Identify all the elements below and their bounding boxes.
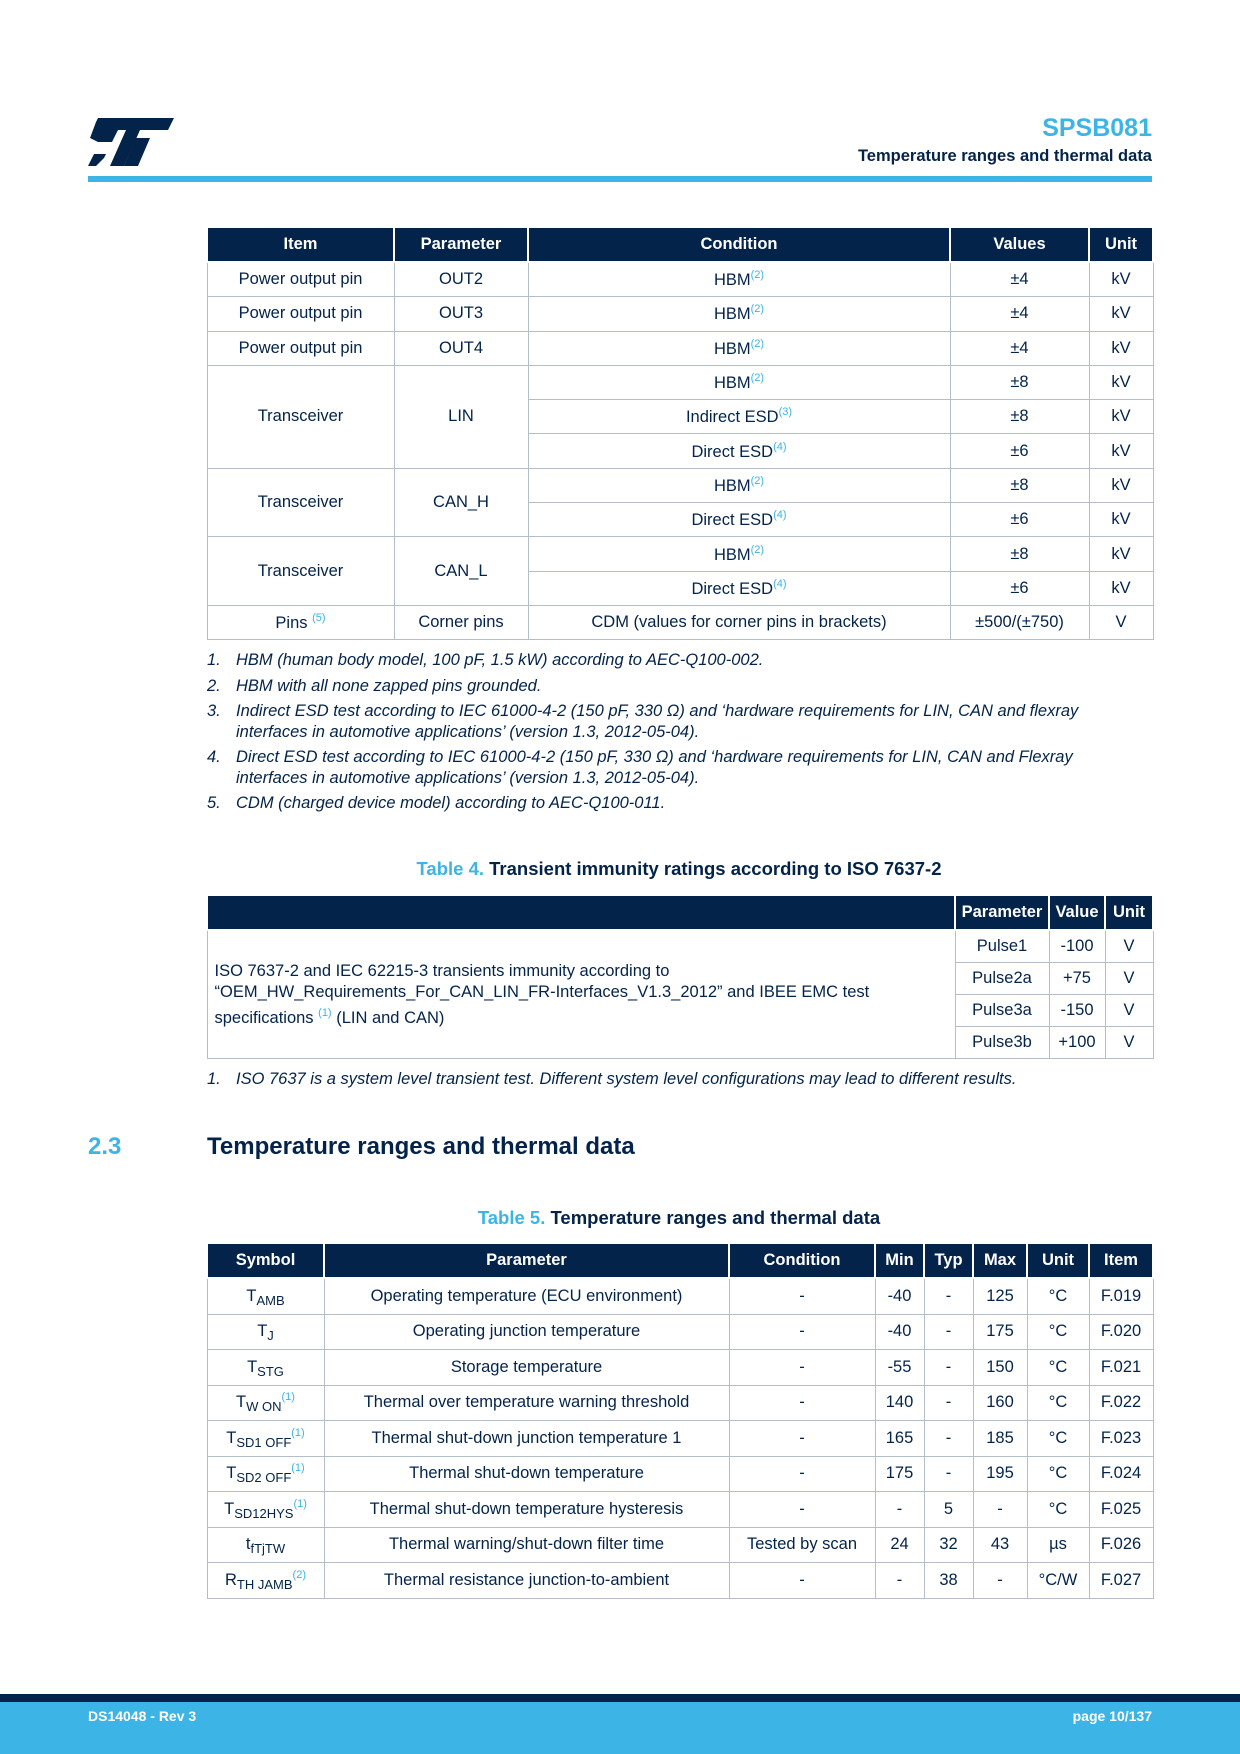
note-ref[interactable]: (2) — [750, 543, 765, 556]
symbol-letter: T — [226, 1464, 237, 1483]
item-cell: F.024 — [1089, 1456, 1153, 1492]
st-logo-icon — [88, 118, 174, 166]
symbol-subscript: W ON — [246, 1399, 282, 1415]
unit-cell: kV — [1089, 468, 1153, 502]
value-cell: +100 — [1049, 1027, 1105, 1059]
max-cell: 160 — [973, 1385, 1027, 1421]
column-header: Condition — [729, 1243, 875, 1278]
footnote-text: Direct ESD test according to IEC 61000-4-2 (150 pF, 330 Ω) and ‘hardware requirements for LIN, CAN and Flexray interfaces in automotive applications’ (version 1.3, 2012-05-04). — [236, 748, 1073, 787]
condition-cell — [528, 503, 950, 537]
parameter-cell: OUT3 — [394, 297, 528, 331]
item-cell: F.022 — [1089, 1385, 1153, 1421]
table-title: Transient immunity ratings according to ISO 7637-2 — [489, 858, 942, 879]
parameter-cell: Operating junction temperature — [324, 1314, 729, 1350]
note-ref[interactable]: (5) — [312, 612, 326, 625]
unit-cell: V — [1105, 963, 1153, 995]
footnote — [207, 1069, 1153, 1090]
unit-cell: kV — [1089, 262, 1153, 297]
symbol-letter: T — [247, 1357, 258, 1376]
column-header: Unit — [1105, 895, 1153, 930]
value-cell: ±4 — [950, 262, 1089, 297]
symbol-subscript: STG — [257, 1363, 284, 1379]
condition-cell: Tested by scan — [729, 1527, 875, 1563]
symbol-subscript: SD2 OFF — [236, 1470, 292, 1486]
note-ref[interactable]: (1) — [291, 1462, 305, 1475]
transient-immunity-table — [206, 894, 1154, 1059]
symbol-cell — [207, 1527, 324, 1563]
symbol-cell — [207, 1456, 324, 1492]
parameter-cell: Thermal warning/shut-down filter time — [324, 1527, 729, 1563]
value-cell: -150 — [1049, 995, 1105, 1027]
footnote-number: 2. — [207, 676, 221, 695]
parameter-cell: Thermal shut-down junction temperature 1 — [324, 1421, 729, 1457]
column-header: Condition — [528, 227, 950, 262]
value-cell: ±500/(±750) — [950, 605, 1089, 639]
footnote-number: 1. — [207, 651, 221, 669]
column-header: Symbol — [207, 1243, 324, 1278]
column-header: Value — [1049, 895, 1105, 930]
condition-cell: - — [729, 1421, 875, 1457]
condition-text: HBM — [713, 339, 751, 358]
note-ref[interactable]: (2) — [292, 1568, 306, 1581]
parameter-cell: Thermal over temperature warning threshold — [324, 1385, 729, 1421]
min-cell: 24 — [875, 1527, 924, 1563]
table-row — [207, 605, 1153, 639]
note-ref[interactable]: (1) — [291, 1426, 305, 1439]
note-ref[interactable]: (1) — [281, 1391, 295, 1404]
condition-text: HBM — [713, 545, 751, 564]
footnote — [207, 793, 1107, 814]
condition-cell — [528, 331, 950, 365]
note-ref[interactable]: (2) — [750, 474, 765, 487]
footer-page-number: page 10/137 — [1072, 1708, 1152, 1724]
unit-cell: V — [1089, 605, 1153, 639]
min-cell: - — [875, 1563, 924, 1599]
unit-cell: kV — [1089, 297, 1153, 331]
min-cell: -40 — [875, 1278, 924, 1314]
unit-cell: °C/W — [1027, 1563, 1089, 1599]
note-ref[interactable]: (4) — [773, 509, 787, 522]
condition-cell — [528, 365, 950, 399]
table-row — [207, 468, 1153, 502]
condition-text: Direct ESD — [691, 442, 774, 461]
value-cell: ±6 — [950, 503, 1089, 537]
condition-cell: - — [729, 1492, 875, 1528]
unit-cell: V — [1105, 1027, 1153, 1059]
typ-cell: - — [924, 1278, 973, 1314]
table-row — [207, 930, 1153, 963]
symbol-subscript: AMB — [256, 1292, 285, 1308]
parameter-cell: Thermal resistance junction-to-ambient — [324, 1563, 729, 1599]
symbol-subscript: SD1 OFF — [236, 1434, 292, 1450]
condition-text: HBM — [713, 305, 751, 324]
symbol-cell — [207, 1278, 324, 1314]
parameter-cell: Thermal shut-down temperature hysteresis — [324, 1492, 729, 1528]
esd-ratings-table — [206, 226, 1154, 640]
table-row — [207, 1350, 1153, 1386]
footer-document-id: DS14048 - Rev 3 — [88, 1708, 197, 1724]
item-cell: Power output pin — [207, 262, 394, 297]
column-header: Item — [207, 227, 394, 262]
value-cell: ±8 — [950, 468, 1089, 502]
parameter-cell: Pulse3a — [955, 995, 1049, 1027]
typ-cell: - — [924, 1456, 973, 1492]
unit-cell: V — [1105, 995, 1153, 1027]
column-header: Max — [973, 1243, 1027, 1278]
unit-cell: °C — [1027, 1492, 1089, 1528]
condition-cell — [528, 537, 950, 571]
table-row — [207, 331, 1153, 365]
symbol-letter: t — [245, 1535, 251, 1554]
parameter-cell: Operating temperature (ECU environment) — [324, 1278, 729, 1314]
value-cell: ±8 — [950, 537, 1089, 571]
unit-cell: V — [1105, 930, 1153, 963]
unit-cell: kV — [1089, 571, 1153, 605]
symbol-cell — [207, 1385, 324, 1421]
item-cell: F.020 — [1089, 1314, 1153, 1350]
parameter-cell: Storage temperature — [324, 1350, 729, 1386]
table-row — [207, 1278, 1153, 1314]
condition-cell: - — [729, 1278, 875, 1314]
temperature-ranges-table — [206, 1242, 1154, 1599]
condition-cell — [528, 468, 950, 502]
table-4-caption — [206, 858, 1152, 880]
symbol-letter: T — [226, 1428, 237, 1447]
footnote-text: HBM with all none zapped pins grounded. — [236, 676, 542, 695]
typ-cell: - — [924, 1350, 973, 1386]
parameter-cell: Thermal shut-down temperature — [324, 1456, 729, 1492]
footnote — [207, 747, 1107, 788]
unit-cell: µs — [1027, 1527, 1089, 1563]
unit-cell: °C — [1027, 1385, 1089, 1421]
max-cell: 43 — [973, 1527, 1027, 1563]
condition-text: Direct ESD — [691, 511, 774, 530]
typ-cell: 5 — [924, 1492, 973, 1528]
item-cell: F.027 — [1089, 1563, 1153, 1599]
value-cell: +75 — [1049, 963, 1105, 995]
typ-cell: - — [924, 1385, 973, 1421]
unit-cell: kV — [1089, 537, 1153, 571]
condition-cell: CDM (values for corner pins in brackets) — [528, 605, 950, 639]
value-cell: ±6 — [950, 571, 1089, 605]
min-cell: 140 — [875, 1385, 924, 1421]
typ-cell: - — [924, 1421, 973, 1457]
condition-cell — [528, 571, 950, 605]
footnote-text: CDM (charged device model) according to AEC-Q100-011. — [236, 794, 666, 812]
header-section-title: Temperature ranges and thermal data — [857, 147, 1152, 165]
column-header: Min — [875, 1243, 924, 1278]
note-ref[interactable]: (3) — [778, 406, 793, 419]
value-cell: ±8 — [950, 400, 1089, 434]
footnote — [207, 676, 1107, 697]
footnote-text: ISO 7637 is a system level transient test. Different system level configurations may lead to different results. — [236, 1070, 1017, 1088]
footnote-number: 5. — [207, 794, 221, 812]
item-cell: F.025 — [1089, 1492, 1153, 1528]
condition-cell: - — [729, 1563, 875, 1599]
footnote-text: Indirect ESD test according to IEC 61000-4-2 (150 pF, 330 Ω) and ‘hardware requirements for LIN, CAN and flexray interfaces in automotive applications’ (version 1.3, 2012-05-04). — [236, 702, 1079, 741]
description-text: ISO 7637-2 and IEC 62215-3 transients immunity according to “OEM_HW_Requirements_For_CAN_LIN_FR-Interfaces_V1.3_2012” and IBEE EMC test specifications — [214, 961, 870, 1027]
unit-cell: kV — [1089, 434, 1153, 468]
footnote-number: 3. — [207, 702, 221, 720]
unit-cell: °C — [1027, 1350, 1089, 1386]
column-header: Typ — [924, 1243, 973, 1278]
symbol-letter: R — [225, 1570, 237, 1589]
column-header: Unit — [1089, 227, 1153, 262]
column-header: Values — [950, 227, 1089, 262]
value-cell: ±4 — [950, 297, 1089, 331]
section-title: Temperature ranges and thermal data — [207, 1133, 635, 1160]
table-row — [207, 1456, 1153, 1492]
table-5-caption — [206, 1207, 1152, 1229]
note-ref[interactable]: (4) — [773, 577, 787, 590]
condition-text: Direct ESD — [691, 579, 774, 598]
condition-cell: - — [729, 1456, 875, 1492]
unit-cell: °C — [1027, 1456, 1089, 1492]
table-row — [207, 1492, 1153, 1528]
parameter-cell: Pulse3b — [955, 1027, 1049, 1059]
max-cell: 195 — [973, 1456, 1027, 1492]
min-cell: -55 — [875, 1350, 924, 1386]
symbol-subscript: J — [267, 1328, 274, 1344]
parameter-cell: Pulse1 — [955, 930, 1049, 963]
value-cell: -100 — [1049, 930, 1105, 963]
column-header — [207, 895, 955, 930]
typ-cell: - — [924, 1314, 973, 1350]
condition-text: HBM — [713, 374, 751, 393]
footnote-number: 1. — [207, 1070, 221, 1088]
item-cell: F.019 — [1089, 1278, 1153, 1314]
table-row — [207, 1421, 1153, 1457]
table-title: Temperature ranges and thermal data — [550, 1207, 881, 1228]
typ-cell: 32 — [924, 1527, 973, 1563]
min-cell: -40 — [875, 1314, 924, 1350]
footnote-text: HBM (human body model, 100 pF, 1.5 kW) according to AEC-Q100-002. — [236, 651, 764, 669]
symbol-cell — [207, 1350, 324, 1386]
column-header: Parameter — [394, 227, 528, 262]
item-cell: F.021 — [1089, 1350, 1153, 1386]
table-label: Table 4. — [416, 858, 485, 879]
condition-cell — [528, 297, 950, 331]
symbol-letter: T — [257, 1322, 268, 1341]
max-cell: 150 — [973, 1350, 1027, 1386]
item-cell — [207, 605, 394, 639]
symbol-cell — [207, 1492, 324, 1528]
table-row — [207, 1385, 1153, 1421]
description-cell — [207, 930, 955, 1059]
footnote — [207, 701, 1107, 742]
item-cell: Transceiver — [207, 468, 394, 537]
parameter-cell: Pulse2a — [955, 963, 1049, 995]
item-cell: Power output pin — [207, 297, 394, 331]
column-header: Parameter — [324, 1243, 729, 1278]
note-ref[interactable]: (1) — [318, 1006, 332, 1019]
unit-cell: kV — [1089, 331, 1153, 365]
symbol-subscript: SD12HYS — [234, 1505, 294, 1521]
column-header: Item — [1089, 1243, 1153, 1278]
symbol-subscript: TH JAMB — [236, 1576, 293, 1592]
max-cell: - — [973, 1563, 1027, 1599]
item-cell: Transceiver — [207, 537, 394, 606]
table-row — [207, 365, 1153, 399]
document-code: SPSB081 — [1042, 114, 1152, 142]
note-ref[interactable]: (4) — [773, 440, 787, 453]
table-header-row — [207, 1243, 1153, 1278]
unit-cell: °C — [1027, 1278, 1089, 1314]
table-row — [207, 537, 1153, 571]
max-cell: 175 — [973, 1314, 1027, 1350]
footer-dark-band — [0, 1694, 1240, 1702]
condition-text: HBM — [713, 476, 751, 495]
condition-cell: - — [729, 1350, 875, 1386]
column-header: Parameter — [955, 895, 1049, 930]
condition-cell — [528, 262, 950, 297]
section-number: 2.3 — [88, 1133, 122, 1160]
symbol-letter: T — [246, 1286, 257, 1305]
condition-cell — [528, 400, 950, 434]
value-cell: ±8 — [950, 365, 1089, 399]
table-header-row — [207, 895, 1153, 930]
symbol-letter: T — [224, 1499, 235, 1518]
esd-table-notes — [207, 650, 1107, 819]
symbol-subscript: fTjTW — [250, 1541, 286, 1557]
note-ref[interactable]: (1) — [293, 1497, 307, 1510]
table-header-row — [207, 227, 1153, 262]
note-ref[interactable]: (2) — [750, 303, 765, 316]
table-row — [207, 262, 1153, 297]
max-cell: 185 — [973, 1421, 1027, 1457]
min-cell: 165 — [875, 1421, 924, 1457]
unit-cell: kV — [1089, 365, 1153, 399]
column-header: Unit — [1027, 1243, 1089, 1278]
table-row — [207, 1314, 1153, 1350]
table-label: Table 5. — [477, 1207, 546, 1228]
unit-cell: °C — [1027, 1421, 1089, 1457]
symbol-cell — [207, 1563, 324, 1599]
parameter-cell: Corner pins — [394, 605, 528, 639]
symbol-cell — [207, 1314, 324, 1350]
condition-cell: - — [729, 1314, 875, 1350]
item-cell: Power output pin — [207, 331, 394, 365]
min-cell: - — [875, 1492, 924, 1528]
symbol-letter: T — [236, 1393, 247, 1412]
value-cell: ±6 — [950, 434, 1089, 468]
parameter-cell: CAN_L — [394, 537, 528, 606]
table-4-notes — [207, 1069, 1153, 1095]
min-cell: 175 — [875, 1456, 924, 1492]
table-row — [207, 1527, 1153, 1563]
unit-cell: kV — [1089, 400, 1153, 434]
parameter-cell: OUT2 — [394, 262, 528, 297]
condition-text: HBM — [713, 271, 751, 290]
max-cell: 125 — [973, 1278, 1027, 1314]
note-ref[interactable]: (2) — [750, 337, 765, 350]
item-cell: F.026 — [1089, 1527, 1153, 1563]
max-cell: - — [973, 1492, 1027, 1528]
parameter-cell: LIN — [394, 365, 528, 468]
unit-cell: °C — [1027, 1314, 1089, 1350]
value-cell: ±4 — [950, 331, 1089, 365]
item-cell: Transceiver — [207, 365, 394, 468]
typ-cell: 38 — [924, 1563, 973, 1599]
unit-cell: kV — [1089, 503, 1153, 537]
footnote — [207, 650, 1107, 671]
note-ref[interactable]: (2) — [750, 269, 765, 282]
note-ref[interactable]: (2) — [750, 372, 765, 385]
item-text: Pins — [275, 614, 308, 633]
condition-text: Indirect ESD — [685, 408, 779, 427]
parameter-cell: OUT4 — [394, 331, 528, 365]
item-cell: F.023 — [1089, 1421, 1153, 1457]
footnote-number: 4. — [207, 748, 221, 766]
table-row — [207, 1563, 1153, 1599]
condition-cell: - — [729, 1385, 875, 1421]
condition-cell — [528, 434, 950, 468]
header-rule — [88, 176, 1152, 182]
parameter-cell: CAN_H — [394, 468, 528, 537]
description-suffix: (LIN and CAN) — [336, 1008, 445, 1027]
table-row — [207, 297, 1153, 331]
symbol-cell — [207, 1421, 324, 1457]
